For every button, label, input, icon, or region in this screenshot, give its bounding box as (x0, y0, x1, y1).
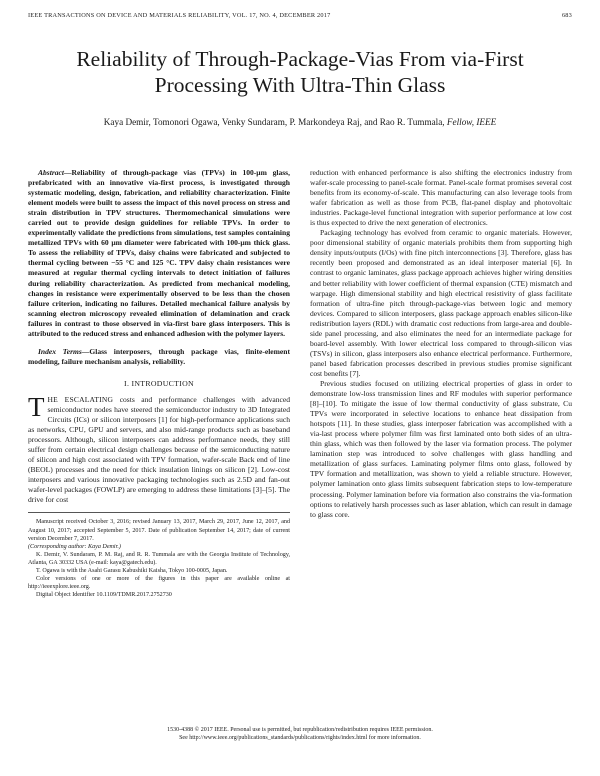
body-paragraph: Previous studies focused on utilizing electrical properties of glass in order to demonstrate low-loss transmission lines and RF modules with superior performance [8]–[10]. To mitigate the issue of low thermal conductivity of glass substrate, Cu TPVs were incorporated in selective locations to enhance heat dissipation from hotspots [11]. In these studies, glass interposer fabrication was accomplished with a via-last process where polymer film was first laminated onto both sides of an ultra-thin glass, which was then followed by the laser via formation process. The polymer lamination step was introduced to solve challenges with glass handling and metallization of glass surfaces. Laminating polymer films onto glass, followed by TPV formation and metallization, was shown to yield a reliable structure. However, polymer lamination onto glass limits subsequent fabrication steps to low-temperature processing. Polymer lamination before via formation also constrains the via-formation options to relatively harsh processes such as laser ablation, which can result in damage to glass core. (310, 378, 572, 519)
intro-text: costs and performance challenges with advanced semiconductor nodes have steered the semiconductor industry to 3D Integrated Circuits (ICs) or silicon interposers [1] for high-performance applications such as networks, CPU, GPU and servers, and also mid-range products such as baseband processors. Although, silicon interposers can address performance needs, they still suffer from certain electrical design challenges because of the semiconducting nature of silicon and high cost associated with TPV formation, wafer-scale Back end of line (BEOL) processes and the need for thick insulation linings on silicon [2]. Low-cost interposers and various innovative packaging technologies such as 2.5D and fan-out wafer-level packages (FOWLP) are emerging to address these limitations [3]–[5]. The drive for cost (28, 394, 291, 505)
paper-title: Reliability of Through-Package-Vias From via-First Processing With Ultra-Thin Glass (76, 47, 524, 97)
left-column (28, 168, 290, 599)
footnote-affiliation-1: K. Demir, V. Sundaram, P. M. Raj, and R. R. Tummala are with the Georgia Institute of Technology, Atlanta, GA 30332 USA (e-mail: kaya@gatech.edu). (28, 551, 290, 566)
footnote-corresponding: (Corresponding author: Kaya Demir.) (28, 543, 121, 550)
rights-link: See http://www.ieee.org/publications_standards/publications/rights/index.html for more information. (179, 735, 421, 741)
footnote-doi: Digital Object Identifier 10.1109/TDMR.2017.2752730 (36, 592, 172, 599)
journal-name: IEEE TRANSACTIONS ON DEVICE AND MATERIALS RELIABILITY, VOL. 17, NO. 4, DECEMBER 2017 (28, 12, 331, 19)
footnotes (28, 512, 290, 599)
footnote-affiliation-2: T. Ogawa is with the Asahi Garasu Kabushiki Kaisha, Tokyo 100-0005, Japan. (36, 568, 228, 575)
abstract-label: Abstract— (38, 168, 72, 177)
index-terms (28, 347, 290, 367)
intro-paragraph (28, 391, 291, 506)
section-heading: I. INTRODUCTION (124, 378, 194, 388)
copyright-footer (28, 726, 572, 742)
body-paragraph: Packaging technology has evolved from ceramic to organic materials. However, poor dimensional stability of organic materials prohibits them from supporting high density inputs/outputs (I/Os) with fine pitch interconnections [3]. Therefore, glass has recently been proposed and demonstrated as an ideal interposer material [6]. In contrast to organic laminates, glass package approach achieves higher wiring densities and better reliability with lower coefficient of thermal expansion (CTE) mismatch and warpage. High dimensional stability and high electrical resistivity of glass facilitate formation of ultra-fine pitch through-package-vias between logic and memory devices. Compared to silicon interposers, glass package approach enables silicon-like redistribution layers (RDL) with dramatic cost reductions from large-area and double-side panel processing, and also eliminates the need for an intermediate package for board-level assembly. With lower electrical loss compared to through-silicon vias (TSVs) in silicon, glass interposers also enhance electrical performance. Furthermore, panel based fabrication processes described in previous studies promise significant cost benefits [7]. (310, 228, 572, 378)
running-header (28, 12, 572, 24)
abstract (28, 168, 290, 339)
footnote-received: Manuscript received October 3, 2016; revised January 13, 2017, March 29, 2017, June 12, 2017, and August 10, 2017; accepted September 5, 2017. Date of publication September 14, 2017; date of current version December 7, 2017. (Corresponding author: Kaya Demir.) (28, 519, 290, 550)
copyright-line: 1530-4388 © 2017 IEEE. Personal use is permitted, but republication/redistribution requires IEEE permission. (167, 727, 433, 733)
author-list (30, 117, 570, 127)
author-names: Kaya Demir, Tomonori Ogawa, Venky Sundaram, P. Markondeya Raj, and Rao R. Tummala, (103, 117, 445, 127)
page-number: 683 (561, 12, 572, 19)
intro-caps: HE ESCALATING (47, 394, 114, 404)
author-fellow: Fellow, IEEE (446, 117, 497, 127)
drop-cap: T (28, 391, 45, 422)
abstract-text: Reliability of through-package vias (TPVs) in 100-μm glass, prefabricated with an innovative via-first process, is investigated through systematic modeling, design, fabrication, and reliability characterization. Finite element models were built to assess the impact of this novel process on stress and strain distribution in TPV structures. Thermomechanical simulations were carried out to provide design guidelines for reliable TPVs. In order to experimentally validate the predictions from simulations, test samples containing metallized TPVs with 60 μm diameter were fabricated with 100-μm thick glass. To assess the reliability of TPVs, daisy chains were fabricated and subjected to thermal cycling between −55 °C and 125 °C. TPV daisy chain resistances were measured at regular thermal cycling intervals to detect initiation of failures during reliability characterization. As predicted from mechanical modeling, changes in resistance were experimentally observed to be less than the chosen failure criterion, indicating no failures. Detailed mechanical failure analysis by scanning electron microscopy revealed elimination of delamination and crack failures in contrast to those observed in via-first bare glass interposers. This is attributed to the reduced stress and enhanced adhesion with the polymer layers. (28, 168, 290, 338)
index-terms-label: Index Terms— (38, 346, 90, 356)
index-terms-text: Glass interposers, through package vias, finite-element modeling, failure mechanism analysis, reliability. (28, 346, 290, 366)
body-paragraph: reduction with enhanced performance is also shifting the electronics industry from wafer-scale processing to panel-scale format. Panel-scale format promises several cost benefits from its economy-of-scale. This manufacturing can also leverage tools from wafer fabrication as well as those from PCB, flat-panel display and photovoltaic industries. Package-level functional integration with superior performance at low cost is thus expected to drive the next generation of electronics. (310, 168, 572, 228)
right-column (310, 168, 572, 520)
footnote-color: Color versions of one or more of the figures in this paper are available online at http://ieeexplore.ieee.org. (28, 576, 290, 591)
